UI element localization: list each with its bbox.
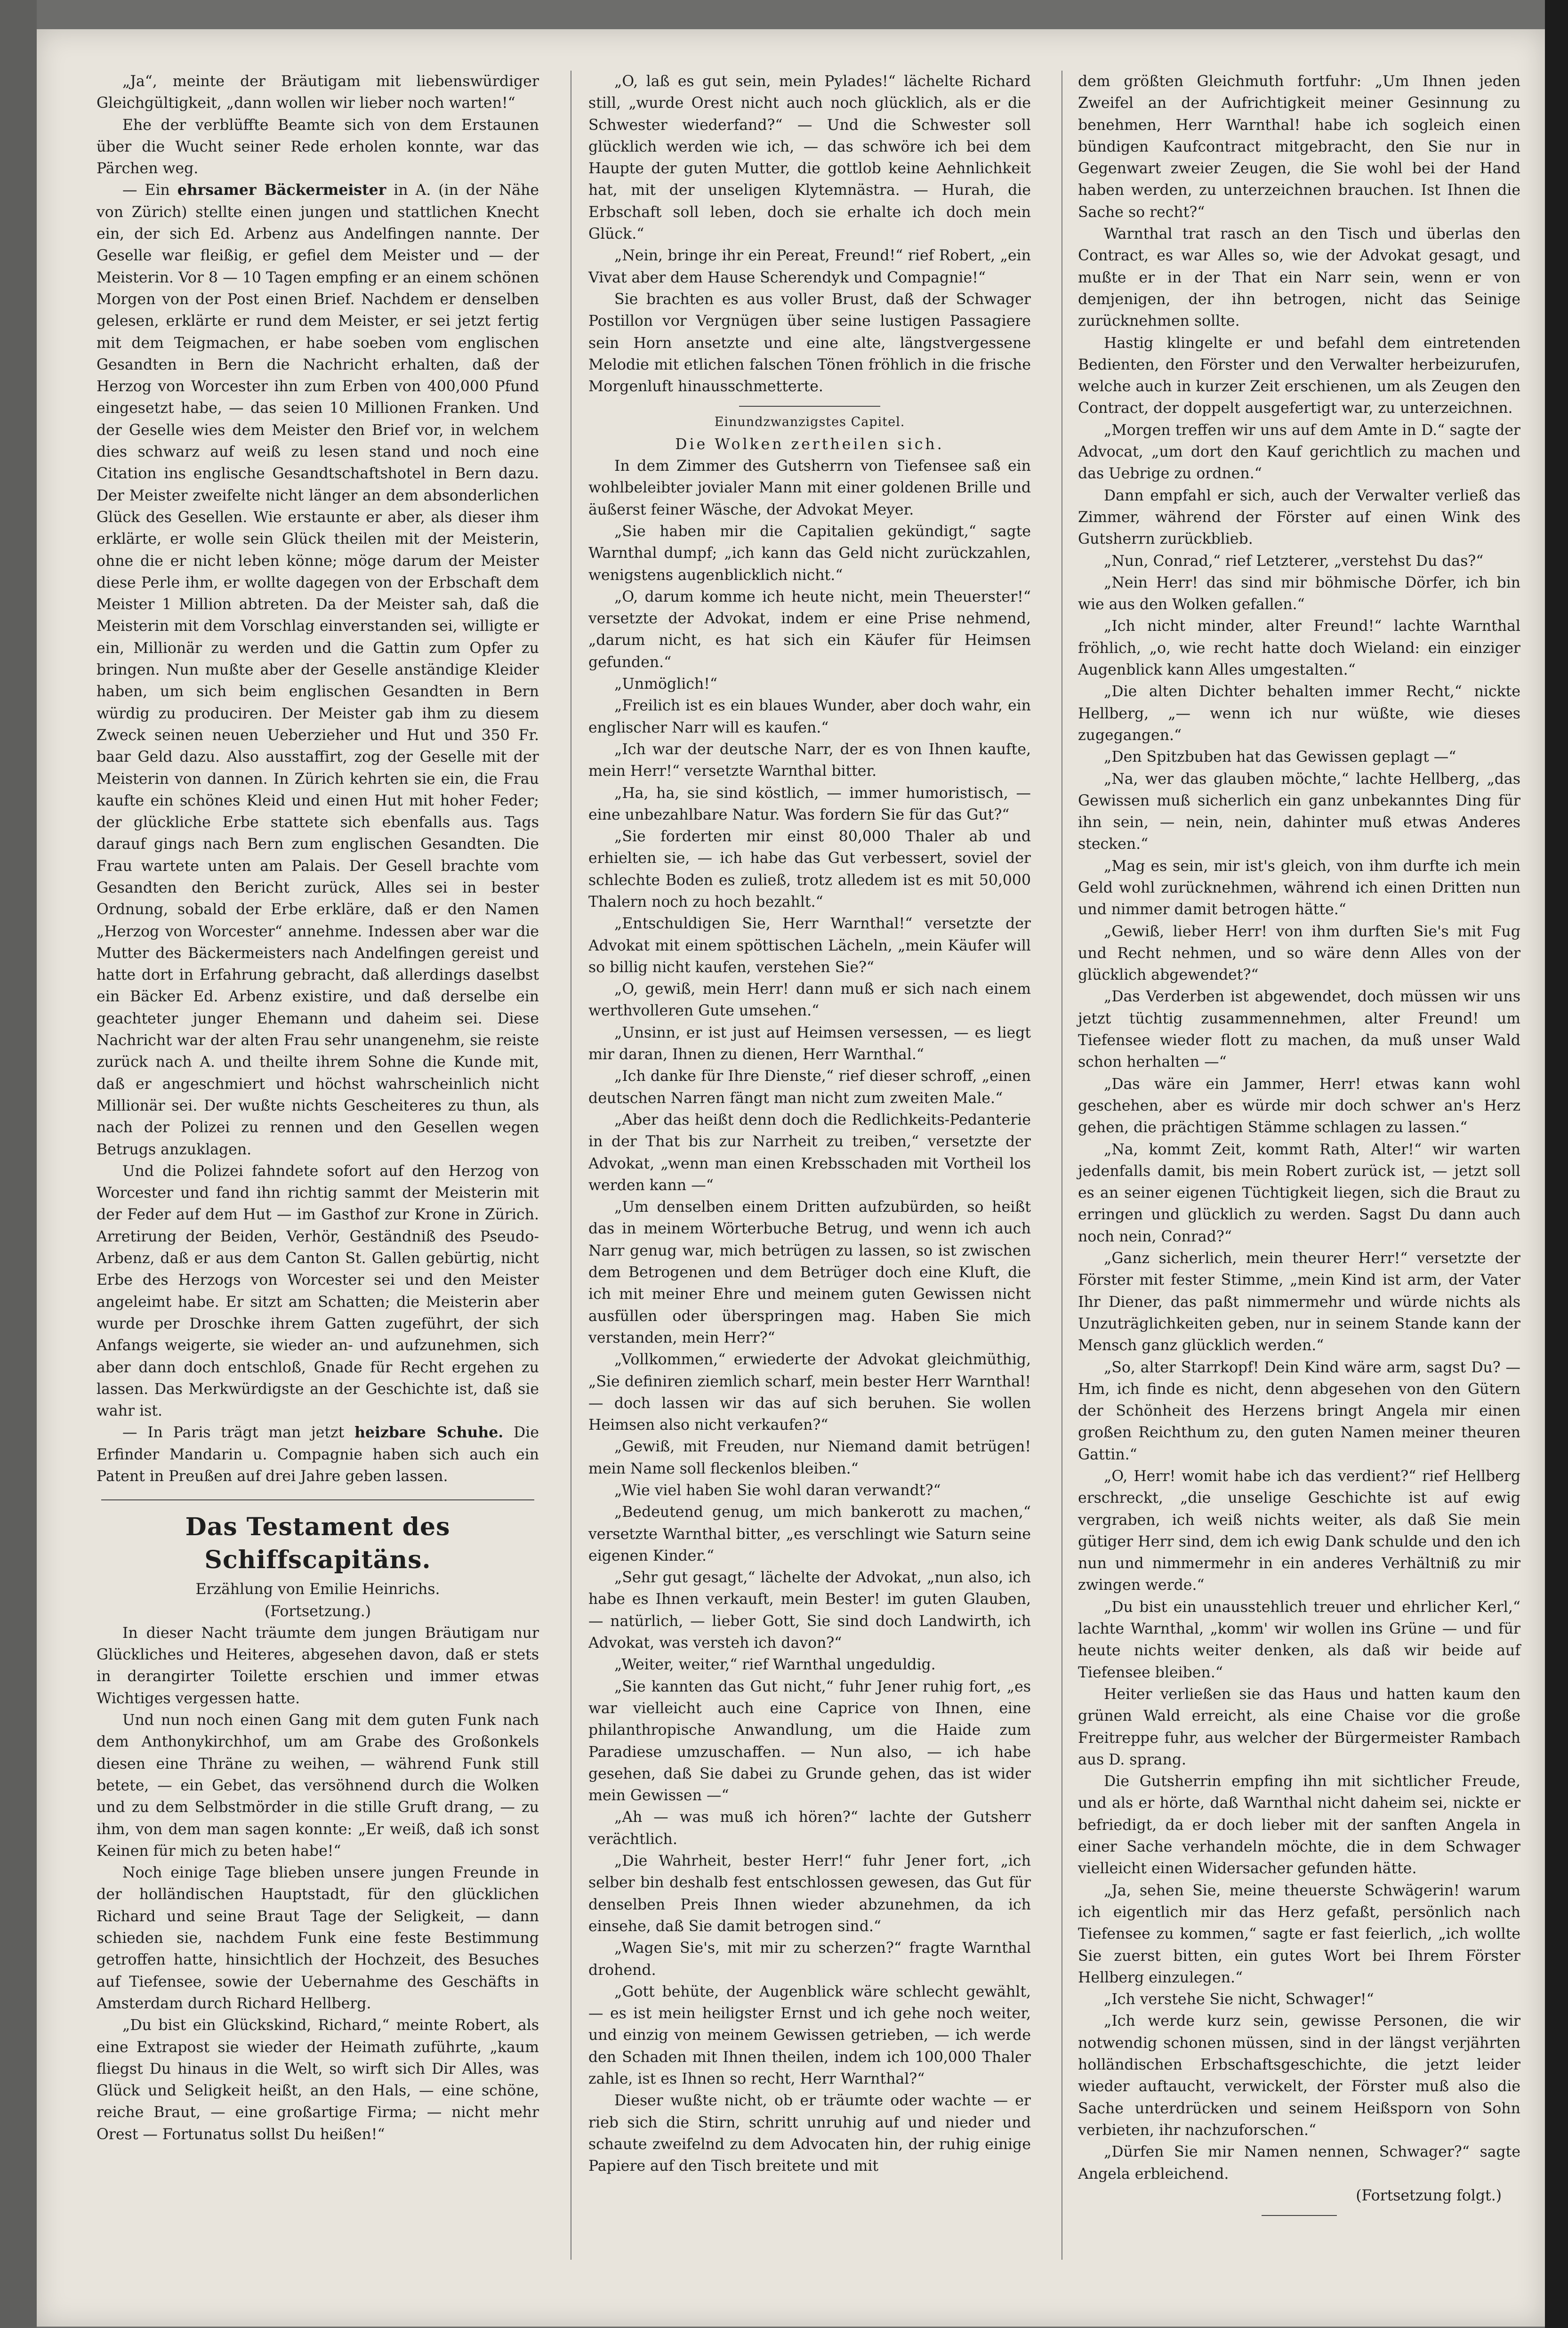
paragraph: „Mag es sein, mir ist's gleich, von ihm durfte ich mein Geld wohl zurücknehmen, während ich einen Dritten nun und nimmer damit betrogen hätte.“ xyxy=(1078,857,1520,918)
paragraph: Noch einige Tage blieben unsere jungen Freunde in der holländischen Hauptstadt, für den glücklichen Richard und seine Braut Tage der Seligkeit, — dann schieden sie, nachdem Funk eine feste Bestimmung getroffen hatte, hinsichtlich der Hochzeit, des Besuches auf Tiefensee, sowie der Uebernahme des Geschäfts in Amsterdam durch Richard Hellberg. xyxy=(96,1864,539,2012)
paragraph: Warnthal trat rasch an den Tisch und überlas den Contract, es war Alles so, wie der Advokat gesagt, und mußte er in der That ein Narr sein, wenn er von demjenigen, der ihn betrogen, nicht das Seinige zurücknehmen sollte. xyxy=(1078,226,1520,330)
paragraph: „Sie kannten das Gut nicht,“ fuhr Jener ruhig fort, „es war vielleicht auch eine Caprice von Ihnen, eine philanthropische Anwandlung, um die Haide zum Paradiese umzuschaffen. — Nun also, — ich habe gesehen, daß Sie dabei zu Grunde gehen, das ist wider mein Gewissen —“ xyxy=(588,1678,1031,1804)
paris-headline: heizbare Schuhe. xyxy=(354,1424,504,1442)
paragraph: „Ich war der deutsche Narr, der es von Ihnen kaufte, mein Herr!“ versetzte Warnthal bitter. xyxy=(588,741,1031,780)
scan-margin-right xyxy=(1545,0,1568,2328)
section-divider xyxy=(101,1499,534,1500)
paragraph: „Wie viel haben Sie wohl daran verwandt?“ xyxy=(614,1482,941,1499)
paragraph: „Aber das heißt denn doch die Redlichkeits-Pedanterie in der That bis zur Narrheit zu treiben,“ versetzte der Advokat, „wenn man einen Krebsschaden mit Vortheil los werden kann —“ xyxy=(588,1111,1031,1194)
police-article: Und die Polizei fahndete sofort auf den Herzog von Worcester und fand ihn richtig sammt der Meisterin mit der Feder auf dem Hut — im Gasthof zur Krone in Zürich. Arretirung der Beiden, Verhör, Geständniß des Pseudo-Arbenz, daß er aus dem Canton St. Gallen gebürtig, nicht Erbe des Herzogs von Worcester sei und den Meister angeleimt habe. Er sitzt am Schatten; die Meisterin aber wurde per Droschke ihrem Gatten zugeführt, der sich Anfangs weigerte, sie wieder an- und aufzunehmen, sich aber dann doch entschloß, Gnade für Recht ergehen zu lassen. Das Merkwürdigste an der Geschichte ist, daß sie wahr ist. xyxy=(96,1162,539,1420)
paragraph: „Die Wahrheit, bester Herr!“ fuhr Jener fort, „ich selber bin deshalb fest entschlossen gewesen, das Gut für denselben Preis Ihnen wieder abzunehmen, da ich einsehe, daß Sie damit betrogen sind.“ xyxy=(588,1853,1031,1935)
paragraph: „Ich nicht minder, alter Freund!“ lachte Warnthal fröhlich, „o, wie recht hatte doch Wieland: ein einziger Augenblick kann Alles umgestalten.“ xyxy=(1078,618,1520,679)
paragraph: „Unsinn, er ist just auf Heimsen versessen, — es liegt mir daran, Ihnen zu dienen, Herr Warnthal.“ xyxy=(588,1024,1031,1063)
story-author: Erzählung von Emilie Heinrichs. xyxy=(195,1581,440,1598)
story-continuation: (Fortsetzung.) xyxy=(264,1603,371,1620)
paragraph: Die Gutsherrin empfing ihn mit sichtlicher Freude, und als er hörte, daß Warnthal nicht daheim sei, nickte er befriedigt, da er doch lieber mit der sanften Angela in einer Sache verhandeln möchte, die in dem Schwager vielleicht einen Widersacher gefunden hätte. xyxy=(1078,1773,1520,1877)
column-3-paragraphs xyxy=(1078,71,1520,2185)
paragraph: „Die alten Dichter behalten immer Recht,“ nickte Hellberg, „— wenn ich nur wüßte, wie dieses zugegangen.“ xyxy=(1078,683,1520,744)
paragraph: „Vollkommen,“ erwiederte der Advokat gleichmüthig, „Sie definiren ziemlich scharf, mein bester Herr Warnthal! — doch lassen wir das auf sich beruhen. Sie wollen Heimsen also nicht verkaufen?“ xyxy=(588,1351,1031,1434)
paragraph: „Bedeutend genug, um mich bankerott zu machen,“ versetzte Warnthal bitter, „es verschlingt wie Saturn seine eigenen Kinder.“ xyxy=(588,1504,1031,1564)
paragraph: „Nein Herr! das sind mir böhmische Dörfer, ich bin wie aus den Wolken gefallen.“ xyxy=(1078,574,1520,613)
column-1 xyxy=(96,71,539,2145)
paragraph: „Ja, sehen Sie, meine theuerste Schwägerin! warum ich eigentlich mir das Herz gefaßt, persönlich nach Tiefensee zu kommen,“ sagte er fast feierlich, „ich wollte Sie zuerst bitten, ein gutes Wort bei Ihrem Förster Hellberg einzulegen.“ xyxy=(1078,1882,1520,1986)
column-rule-2 xyxy=(1061,71,1062,2260)
paragraph: „O, darum komme ich heute nicht, mein Theuerster!“ versetzte der Advokat, indem er eine Prise nehmend, „darum nicht, es hat sich ein Käufer für Heimsen gefunden.“ xyxy=(588,588,1031,671)
paragraph: „Du bist ein unausstehlich treuer und ehrlicher Kerl,“ lachte Warnthal, „komm' wir wollen ins Grüne — und für heute nichts weiter denken, als daß wir beide auf Tiefensee bleiben.“ xyxy=(1078,1598,1520,1681)
paragraph: Und nun noch einen Gang mit dem guten Funk nach dem Anthonykirchhof, um am Grabe des Großonkels diesen eine Thräne zu weihen, — während Funk still betete, — ein Gebet, das versöhnend durch die Wolken und zu dem Selbstmörder in die stille Gruft drang, — zu ihm, von dem man sagen konnte: „Er weiß, daß ich sonst Keinen für mich zu beten habe!“ xyxy=(96,1712,539,1860)
paragraph: „Sie haben mir die Capitalien gekündigt,“ sagte Warnthal dumpf; „ich kann das Geld nicht zurückzahlen, wenigstens augenblicklich nicht.“ xyxy=(588,523,1031,584)
paragraph: „Ah — was muß ich hören?“ lachte der Gutsherr verächtlich. xyxy=(588,1809,1031,1848)
scan-margin-left xyxy=(0,0,37,2328)
paragraph: „Ja“, meinte der Bräutigam mit liebenswürdiger Gleichgültigkeit, „dann wollen wir lieber noch warten!“ xyxy=(96,73,539,112)
paragraph: „Gott behüte, der Augenblick wäre schlecht gewählt, — es ist mein heiligster Ernst und ich gehe noch weiter, und einzig von meinem Gewissen getrieben, — ich werde den Schaden mit Ihnen theilen, indem ich 100,000 Thaler zahle, ist es Ihnen so recht, Herr Warnthal?“ xyxy=(588,1983,1031,2088)
story-paragraphs xyxy=(96,1622,539,2145)
chapter-title: Die Wolken zertheilen sich. xyxy=(675,435,944,453)
paragraph: Dann empfahl er sich, auch der Verwalter verließ das Zimmer, während der Förster auf einen Wink des Gutsherrn zurückblieb. xyxy=(1078,487,1520,548)
paragraph: „Na, kommt Zeit, kommt Rath, Alter!“ wir warten jedenfalls damit, bis mein Robert zurück ist, — jetzt soll es an seiner eigenen Tüchtigkeit liegen, sich die Braut zu erringen und glücklich zu werden. Sagst Du dann auch noch nein, Conrad?“ xyxy=(1078,1141,1520,1245)
chapter-divider xyxy=(739,406,880,407)
paragraph: „Wagen Sie's, mit mir zu scherzen?“ fragte Warnthal drohend. xyxy=(588,1940,1031,1979)
paragraph: „O, Herr! womit habe ich das verdient?“ rief Hellberg erschreckt, „die unselige Geschichte ist auf ewig vergraben, ich weiß nichts weiter, als daß Sie mein gütiger Herr sind, dem ich ewig Dank schulde und den ich nun und nimmermehr in ein anderes Verhältniß zu mir zwingen werde.“ xyxy=(1078,1468,1520,1594)
paragraph: „Das wäre ein Jammer, Herr! etwas kann wohl geschehen, aber es würde mir doch schwer an's Herz gehen, die prächtigen Stämme schlagen zu lassen.“ xyxy=(1078,1075,1520,1136)
chapter-heading: Einundzwanzigstes Capitel. xyxy=(714,415,905,430)
paragraph: „Freilich ist es ein blaues Wunder, aber doch wahr, ein englischer Narr will es kaufen.“ xyxy=(588,697,1031,736)
column-3 xyxy=(1078,71,1520,2221)
paragraph: Ehe der verblüffte Beamte sich von dem Erstaunen über die Wucht seiner Rede erholen konnte, war das Pärchen weg. xyxy=(96,116,539,177)
paragraph: „Ich werde kurz sein, gewisse Personen, die wir notwendig schonen müssen, sind in der längst verjährten holländischen Erbschaftsgeschichte, die jetzt leider wieder auftaucht, verwickelt, der Förster muß also die Sache unterdrücken und seinem Heißsporn von Sohn verbieten, ihr nachzuforschen.“ xyxy=(1078,2013,1520,2139)
paragraph: „Dürfen Sie mir Namen nennen, Schwager?“ sagte Angela erbleichend. xyxy=(1078,2143,1520,2183)
paragraph: In dem Zimmer des Gutsherrn von Tiefensee saß ein wohlbeleibter jovialer Mann mit einer goldenen Brille und äußerst feiner Wäsche, der Advokat Meyer. xyxy=(588,458,1031,518)
baker-article: — Ein ehrsamer Bäckermeister in A. (in der Nähe von Zürich) stellte einen jungen und stattlichen Knecht ein, der sich Ed. Arbenz aus Andelfingen nannte. Der Geselle war fleißig, er gefiel dem Meister und — der Meisterin. Vor 8 — 10 Tagen empfing er an einem schönen Morgen von der Post einen Brief. Nachdem er denselben gelesen, erklärte er rund dem Meister, er sei jetzt fertig mit dem Teigmachen, er habe soeben vom englischen Gesandten in Bern die Nachricht erhalten, daß der Herzog von Worcester ihn zum Erben von 400,000 Pfund eingesetzt habe, — das seien 10 Millionen Franken. Und der Geselle wies dem Meister den Brief vor, in welchem dies schwarz auf weiß zu lesen stand und noch eine Citation ins englische Gesandtschaftshotel in Bern dazu. Der Meister zweifelte nicht länger an dem absonderlichen Glück des Gesellen. Wie erstaunte er aber, als dieser ihm erklärte, er wolle sein Glück theilen mit der Meisterin, ohne die er nicht leben könne; möge darum der Meister diese Perle ihm, er wollte dagegen von der Erbschaft dem Meister 1 Million abtreten. Da der Meister sah, daß die Meisterin mit dem Vorschlag einverstanden sei, willigte er ein, Millionär zu werden und die Gattin zum Opfer zu bringen. Nun mußte aber der Geselle anständige Kleider haben, um sich beim englischen Gesandten in Bern würdig zu produciren. Der Meister gab ihm zu diesem Zweck seinen neuen Ueberzieher und Hut und 350 Fr. baar Geld dazu. Also ausstaffirt, zog der Geselle mit der Meisterin von dannen. In Zürich kehrten sie ein, die Frau kaufte ein schönes Kleid und einen Hut mit hoher Feder; der glückliche Erbe stattete sich ebenfalls aus. Tags darauf gings nach Bern zum englischen Gesandten. Die Frau wartete unten am Palais. Der Gesell brachte vom Gesandten den Bericht zurück, Alles sei in bester Ordnung, sobald der Erbe erkläre, daß er den Namen „Herzog von Worcester“ annehme. Indessen aber war die Mutter des Bäckermeisters nach Andelfingen gereist und hatte dort in Erfahrung gebracht, daß allerdings daselbst ein Bäcker Ed. Arbenz existire, und daß derselbe ein geachteter junger Ehemann und daheim sei. Diese Nachricht war der alten Frau sehr unangenehm, sie reiste zurück nach A. und theilte ihrem Sohne die Kunde mit, daß er angeschmiert und höchst wahrscheinlich nicht Millionär sei. Der wußte nichts Gescheiteres zu thun, als nach der Polizei zu rennen und den Gesellen wegen Betrugs anzuklagen. xyxy=(96,181,539,1158)
to-be-continued: (Fortsetzung folgt.) xyxy=(1356,2187,1502,2204)
paragraph: Hastig klingelte er und befahl dem eintretenden Bedienten, den Förster und den Verwalter herbeizurufen, welche auch in kurzer Zeit erschienen, um als Zeugen den Contract, der doppelt ausgefertigt war, zu unterzeichnen. xyxy=(1078,334,1520,417)
paragraph: „Sehr gut gesagt,“ lächelte der Advokat, „nun also, ich habe es Ihnen verkauft, mein Bester! im guten Glauben, — natürlich, — lieber Gott, Sie sind doch Landwirth, ich Advokat, was versteh ich davon?“ xyxy=(588,1569,1031,1652)
end-divider xyxy=(1262,2215,1337,2216)
paragraph: „Ganz sicherlich, mein theurer Herr!“ versetzte der Förster mit fester Stimme, „mein Kind ist arm, der Vater Ihr Diener, das paßt nimmermehr und würde nichts als Unzuträglichkeiten geben, nur in seinem Stande kann der Mensch ganz glücklich werden.“ xyxy=(1078,1250,1520,1354)
paragraph: „Nein, bringe ihr ein Pereat, Freund!“ rief Robert, „ein Vivat aber dem Hause Scherendyk und Compagnie!“ xyxy=(588,247,1031,286)
baker-headline: ehrsamer Bäckermeister xyxy=(177,181,386,199)
paragraph: „Nun, Conrad,“ rief Letzterer, „verstehst Du das?“ xyxy=(1104,552,1484,570)
story-title: Das Testament des Schiffscapitäns. xyxy=(185,1513,450,1575)
column-1-paragraphs xyxy=(96,71,539,179)
paragraph: „Entschuldigen Sie, Herr Warnthal!“ versetzte der Advokat mit einem spöttischen Lächeln, „mein Käufer will so billig nicht kaufen, verstehen Sie?“ xyxy=(588,915,1031,976)
paragraph: „Na, wer das glauben möchte,“ lachte Hellberg, „das Gewissen muß sicherlich ein ganz unbekanntes Ding für ihn sein, — nein, nein, dahinter muß etwas Anderes stecken.“ xyxy=(1078,770,1520,853)
paragraph: „Um denselben einem Dritten aufzubürden, so heißt das in meinem Wörterbuche Betrug, und wenn ich auch Narr genug war, mich betrügen zu lassen, so ist zwischen dem Betrogenen und dem Betrüger doch eine Kluft, die ich mit meiner Ehre und meinem guten Gewissen nicht ausfüllen oder überspringen mag. Haben Sie mich verstanden, mein Herr?“ xyxy=(588,1199,1031,1346)
paragraph: „Morgen treffen wir uns auf dem Amte in D.“ sagte der Advocat, „um dort den Kauf gerichtlich zu machen und das Uebrige zu ordnen.“ xyxy=(1078,421,1520,483)
column-2-paragraphs-b xyxy=(588,455,1031,2177)
paragraph: „Das Verderben ist abgewendet, doch müssen wir uns jetzt tüchtig zusammennehmen, alter Freund! um Tiefensee wieder flott zu machen, da muß unser Wald schon herhalten —“ xyxy=(1078,988,1520,1071)
paragraph: „Ha, ha, sie sind köstlich, — immer humoristisch, — eine unbezahlbare Natur. Was fordern Sie für das Gut?“ xyxy=(588,784,1031,823)
paragraph: „Ich danke für Ihre Dienste,“ rief dieser schroff, „einen deutschen Narren fängt man nicht zum zweiten Male.“ xyxy=(588,1068,1031,1107)
column-2 xyxy=(588,71,1031,2177)
paragraph: „So, alter Starrkopf! Dein Kind wäre arm, sagst Du? — Hm, ich finde es nicht, denn abgesehen von den Gütern der Schönheit des Herzens bringt Angela mir einen großen Reichthum zu, den guten Namen meiner theuren Gattin.“ xyxy=(1078,1359,1520,1463)
paragraph: „Unmöglich!“ xyxy=(614,676,717,693)
paragraph: dem größten Gleichmuth fortfuhr: „Um Ihnen jeden Zweifel an der Aufrichtigkeit meiner Gesinnung zu benehmen, Herr Warnthal! habe ich sogleich einen bündigen Kaufcontract mitgebracht, den Sie nur in Gegenwart zweier Zeugen, die Sie wohl bei der Hand haben werden, zu unterzeichnen brauchen. Ist Ihnen die Sache so recht?“ xyxy=(1078,73,1520,221)
paragraph: „Sie forderten mir einst 80,000 Thaler ab und erhielten sie, — ich habe das Gut verbessert, soviel der schlechte Boden es zuließ, trotz alledem ist es mit 50,000 Thalern noch zu hoch bezahlt.“ xyxy=(588,828,1031,910)
paragraph: Dieser wußte nicht, ob er träumte oder wachte — er rieb sich die Stirn, schritt unruhig auf und nieder und schaute zweifelnd zu dem Advocaten hin, der ruhig einige Papiere auf den Tisch breitete und mit xyxy=(588,2092,1031,2175)
column-2-paragraphs-a xyxy=(588,71,1031,397)
paragraph: Heiter verließen sie das Haus und hatten kaum den grünen Wald erreicht, als eine Chaise vor die große Freitreppe fuhr, aus welcher der Bürgermeister Rambach aus D. sprang. xyxy=(1078,1685,1520,1768)
paragraph: Sie brachten es aus voller Brust, daß der Schwager Postillon vor Vergnügen über seine lustigen Passagiere sein Horn ansetzte und eine alte, längstvergessene Melodie mit etlichen falschen Tönen fröhlich in die frische Morgenluft hinausschmetterte. xyxy=(588,290,1031,395)
paragraph: „O, gewiß, mein Herr! dann muß er sich nach einem werthvolleren Gute umsehen.“ xyxy=(588,981,1031,1020)
paris-article: — In Paris trägt man jetzt heizbare Schuhe. Die Erfinder Mandarin u. Compagnie haben sich auch ein Patent in Preußen auf drei Jahre geben lassen. xyxy=(96,1424,539,1485)
paragraph: „O, laß es gut sein, mein Pylades!“ lächelte Richard still, „wurde Orest nicht auch noch glücklich, als er die Schwester wiederfand?“ — Und die Schwester soll glücklich werden wie ich, — das schwöre ich bei dem Haupte der guten Mutter, die gottlob keine Aehnlichkeit hat, mit der unseligen Klytemnästra. — Hurah, die Erbschaft soll leben, doch sie erhalte ich doch mein Glück.“ xyxy=(588,73,1031,243)
paragraph: „Du bist ein Glückskind, Richard,“ meinte Robert, als eine Extrapost sie wieder der Heimath zuführte, „kaum fliegst Du hinaus in die Welt, so wirft sich Dir Alles, was Glück und Seligkeit heißt, an den Hals, — eine schöne, reiche Braut, — eine großartige Firma; — nicht mehr Orest — Fortunatus sollst Du heißen!“ xyxy=(96,2017,539,2143)
paragraph: In dieser Nacht träumte dem jungen Bräutigam nur Glückliches und Heiteres, abgesehen davon, daß er stets in derangirter Toilette erschien und immer etwas Wichtiges vergessen hatte. xyxy=(96,1624,539,1707)
paragraph: „Den Spitzbuben hat das Gewissen geplagt —“ xyxy=(1104,749,1456,766)
paragraph: „Ich verstehe Sie nicht, Schwager!“ xyxy=(1104,1991,1374,2008)
paragraph: „Gewiß, lieber Herr! von ihm durften Sie's mit Fug und Recht nehmen, und so wäre denn Alles von der glücklich abgewendet?“ xyxy=(1078,923,1520,984)
paragraph: „Gewiß, mit Freuden, nur Niemand damit betrügen! mein Name soll fleckenlos bleiben.“ xyxy=(588,1438,1031,1477)
paragraph: „Weiter, weiter,“ rief Warnthal ungeduldig. xyxy=(614,1656,936,1674)
